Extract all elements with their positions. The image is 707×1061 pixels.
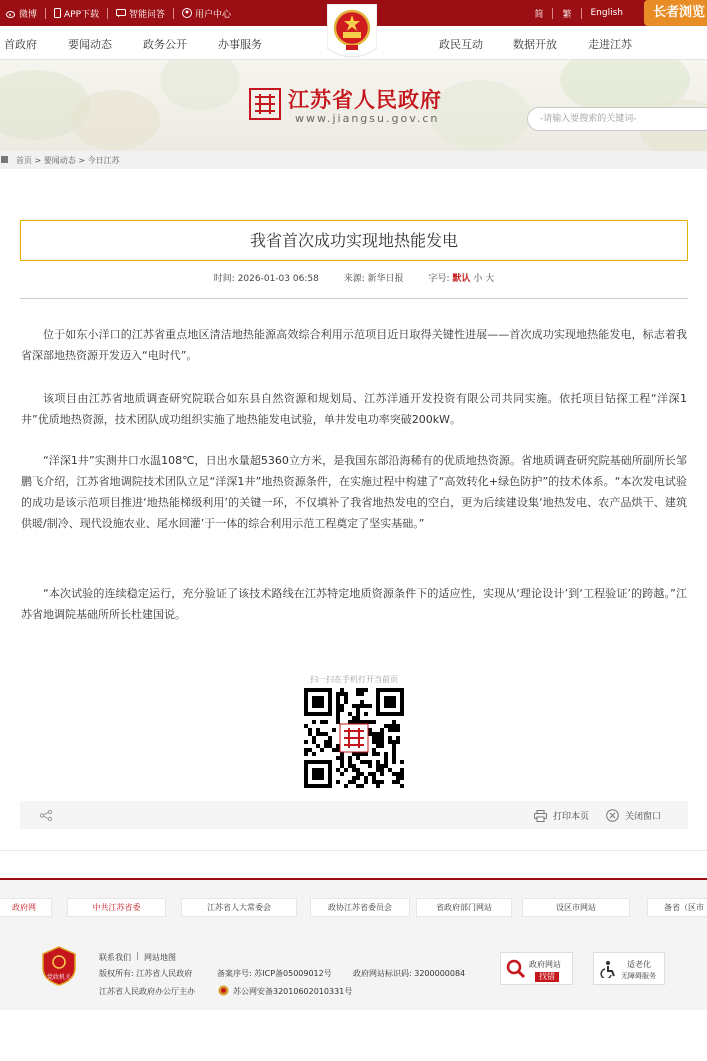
weibo-icon — [6, 9, 16, 18]
breadcrumb-current[interactable]: 今日江苏 — [87, 156, 120, 165]
breadcrumb-bar — [0, 151, 707, 169]
search-input[interactable]: -请输入要搜索的关键词- — [527, 107, 707, 131]
user-center-link[interactable]: 用户中心 — [182, 7, 231, 20]
traditional-chinese-link[interactable]: 繁 — [562, 9, 572, 20]
article-paragraph: 该项目由江苏省地质调查研究院联合如东县自然资源和规划局、江苏洋通开发投资有限公司共同实施。依托项目钻探工程“洋深1井”优质地热资源，技术团队成功组织实施了地热能发电试验，单井发电功率突破200kW。 — [21, 392, 687, 426]
divider — [45, 8, 46, 19]
party-government-badge[interactable] — [42, 946, 76, 986]
jiangsu-seal-icon — [251, 90, 279, 118]
divider — [0, 850, 707, 851]
nav-item-services[interactable]: 办事服务 — [218, 38, 262, 51]
time-label: 时间: — [213, 274, 235, 284]
breadcrumb-home[interactable]: 首页 — [16, 156, 32, 165]
font-size-small[interactable]: 小 — [473, 274, 483, 284]
nav-item-government[interactable]: 首政府 — [4, 38, 37, 51]
site-id-info: 政府网站标识码: 3200000084 — [353, 969, 466, 978]
divider — [581, 8, 582, 19]
article-paragraph: “本次试验的连续稳定运行，充分验证了该技术路线在江苏特定地质资源条件下的适应性，实现从‘理论设计’到‘工程验证’的跨越。”江苏省地调院基础所所长杜建国说。 — [21, 587, 687, 621]
host-info: 江苏省人民政府办公厅主办 — [99, 987, 195, 996]
accessibility-icon — [599, 960, 617, 978]
smart-qa-link[interactable]: 智能问答 — [116, 7, 165, 20]
print-icon — [534, 810, 547, 822]
article-paragraph: 位于如东小洋口的江苏省重点地区清洁地热能源高效综合利用示范项目近日取得关键性进展——首次成功实现地热能发电，标志着我省深部地热资源开发迈入“电时代”。 — [21, 328, 687, 362]
link-department-sites[interactable]: 省政府部门网站 — [416, 898, 512, 917]
share-icon[interactable] — [40, 810, 52, 821]
nav-item-news[interactable]: 要闻动态 — [68, 38, 112, 51]
link-provincial-committee[interactable]: 中共江苏省委 — [67, 898, 166, 917]
article-paragraph: “洋深1井”实测井口水温108℃，日出水量超5360立方米，是我国东部沿海稀有的优质地热资源。省地质调查研究院基础所副所长邹鹏飞介绍，江苏省地调院技术团队立足“洋深1井”地热资源条件，在实施过程中构建了“高效转化+绿色防护”的技术体系。“本次发电试验的成功是该示范项目推进‘地热能梯级利用’的关键一环，不仅填补了我省地热发电的空白，更为后续建设集‘地热发电、农产品烘干、建筑供暖/制冷、现代设施农业、尾水回灌’于一体的综合利用示范工程奠定了坚实基础。” — [21, 454, 687, 530]
weibo-link[interactable]: 微博 — [6, 7, 37, 20]
accessibility-service-button[interactable]: 适老化 无障碍服务 — [593, 952, 665, 985]
link-cppcc[interactable]: 政协江苏省委员会 — [310, 898, 410, 917]
nav-item-open-data[interactable]: 数据开放 — [513, 38, 557, 51]
nav-item-interaction[interactable]: 政民互动 — [439, 38, 483, 51]
link-government-site[interactable]: 政府网 — [0, 898, 52, 917]
police-badge-icon — [218, 985, 229, 996]
banner-decoration — [160, 60, 240, 110]
breadcrumb-separator: > — [75, 156, 88, 165]
article-meta — [20, 271, 688, 284]
footer — [0, 928, 707, 1010]
app-download-link[interactable]: APP下载 — [54, 7, 99, 20]
site-name: 江苏省人民政府 — [288, 88, 442, 112]
qr-code — [304, 688, 404, 788]
source-label: 来源: — [343, 274, 365, 284]
chat-icon — [116, 9, 126, 18]
home-icon — [1, 156, 8, 163]
site-logo[interactable] — [249, 88, 281, 120]
print-button[interactable]: 打印本页 — [534, 809, 589, 822]
nav-item-about-jiangsu[interactable]: 走进江苏 — [588, 38, 632, 51]
icp-info[interactable]: 备案序号: 苏ICP备05009012号 — [217, 969, 332, 978]
font-size-default[interactable]: 默认 — [452, 274, 471, 284]
divider — [20, 298, 688, 299]
qr-caption: 扫一扫在手机打开当前页 — [310, 675, 398, 684]
link-city-sites[interactable]: 设区市网站 — [522, 898, 630, 917]
font-size-large[interactable]: 大 — [485, 274, 495, 284]
banner-decoration — [70, 90, 160, 150]
simplified-chinese-link[interactable]: 简 — [534, 9, 544, 20]
banner-decoration — [430, 80, 530, 150]
police-record-info[interactable]: 苏公网安备32010602010331号 — [233, 987, 353, 996]
publish-time: 2026-01-03 06:58 — [237, 274, 319, 284]
divider — [173, 8, 174, 19]
divider — [137, 952, 138, 960]
article-toolbar — [20, 801, 688, 829]
article-title: 我省首次成功实现地热能发电 — [20, 220, 688, 261]
badge-label: 党政机关 — [46, 974, 72, 981]
national-emblem-icon — [327, 4, 377, 64]
link-peoples-congress[interactable]: 江苏省人大常委会 — [181, 898, 297, 917]
close-window-button[interactable]: 关闭窗口 — [606, 809, 661, 822]
phone-icon — [54, 8, 61, 18]
font-size-label: 字号: — [428, 274, 450, 284]
user-icon — [182, 8, 192, 18]
breadcrumb-news[interactable]: 要闻动态 — [43, 156, 76, 165]
nav-item-open-government[interactable]: 政务公开 — [143, 38, 187, 51]
contact-link[interactable]: 联系我们 — [99, 953, 131, 962]
article-source: 新华日报 — [367, 274, 404, 284]
search-icon — [506, 959, 526, 979]
government-site-error-button[interactable]: 政府网站 找错 — [500, 952, 573, 985]
link-province-sites[interactable]: 备省（区市 — [647, 898, 707, 917]
footer-link-bar — [0, 878, 707, 928]
close-icon — [606, 809, 619, 822]
elder-mode-button[interactable]: 长者浏览 — [644, 0, 707, 26]
breadcrumb — [16, 155, 120, 166]
divider — [107, 8, 108, 19]
english-link[interactable]: English — [590, 8, 623, 18]
site-url: www.jiangsu.gov.cn — [295, 112, 440, 125]
divider — [552, 8, 553, 19]
sitemap-link[interactable]: 网站地图 — [144, 953, 176, 962]
copyright-info: 版权所有: 江苏省人民政府 — [99, 969, 193, 978]
breadcrumb-separator: > — [32, 156, 44, 165]
